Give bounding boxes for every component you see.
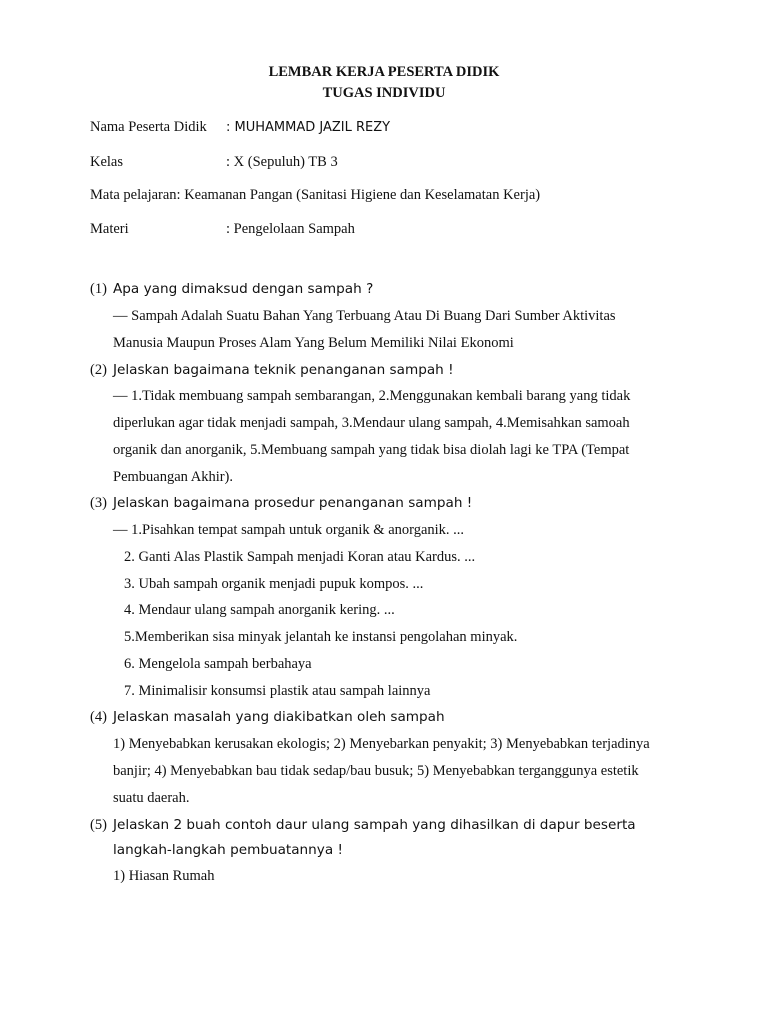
question-number: (5): [90, 817, 107, 833]
kelas-value: : X (Sepuluh) TB 3: [226, 154, 338, 170]
question-text: Jelaskan bagaimana prosedur penanganan sampah !: [113, 495, 473, 511]
answer-step: 2. Ganti Alas Plastik Sampah menjadi Koran atau Kardus. ...: [124, 549, 476, 565]
nama-value: : MUHAMMAD JAZIL REZY: [226, 120, 391, 135]
answer-step: 4. Mendaur ulang sampah anorganik kering. ...: [124, 602, 395, 618]
answer-line: diperlukan agar tidak menjadi sampah, 3.Mendaur ulang sampah, 4.Memisahkan samoah: [113, 415, 630, 431]
question-number: (2): [90, 362, 107, 378]
question-text-continued: langkah-langkah pembuatannya !: [113, 842, 343, 858]
question-number: (4): [90, 709, 107, 725]
answer-line: — 1.Tidak membuang sampah sembarangan, 2.Menggunakan kembali barang yang tidak: [113, 388, 631, 404]
question-text: Apa yang dimaksud dengan sampah ?: [113, 281, 374, 297]
answer-step: 6. Mengelola sampah berbahaya: [124, 656, 312, 672]
answer-step: 5.Memberikan sisa minyak jelantah ke instansi pengolahan minyak.: [124, 629, 518, 645]
question-text: Jelaskan bagaimana teknik penanganan sampah !: [113, 362, 454, 378]
answer-line: — Sampah Adalah Suatu Bahan Yang Terbuang Atau Di Buang Dari Sumber Aktivitas: [113, 308, 616, 324]
answer-line: Pembuangan Akhir).: [113, 469, 234, 485]
info-nama: [90, 119, 390, 136]
question-number: (1): [90, 281, 107, 297]
nama-label: Nama Peserta Didik: [90, 119, 207, 135]
answer-line: — 1.Pisahkan tempat sampah untuk organik & anorganik. ...: [113, 522, 465, 538]
answer-step: 7. Minimalisir konsumsi plastik atau sampah lainnya: [124, 683, 431, 699]
kelas-label: Kelas: [90, 154, 124, 170]
doc-subtitle: TUGAS INDIVIDU: [322, 85, 446, 101]
answer-line: 1) Menyebabkan kerusakan ekologis; 2) Menyebarkan penyakit; 3) Menyebabkan terjadinya: [113, 736, 650, 752]
answer-line: Manusia Maupun Proses Alam Yang Belum Memiliki Nilai Ekonomi: [113, 335, 514, 351]
question-text: Jelaskan masalah yang diakibatkan oleh sampah: [113, 709, 445, 725]
question-text: Jelaskan 2 buah contoh daur ulang sampah yang dihasilkan di dapur beserta: [113, 817, 636, 833]
question-1: [90, 281, 373, 298]
question-2: [90, 362, 454, 379]
question-5: [90, 817, 636, 834]
doc-title: LEMBAR KERJA PESERTA DIDIK: [268, 64, 500, 80]
answer-line: suatu daerah.: [113, 790, 190, 806]
question-3: [90, 495, 472, 512]
answer-line: organik dan anorganik, 5.Membuang sampah yang tidak bisa diolah lagi ke TPA (Tempat: [113, 442, 630, 458]
materi-value: : Pengelolaan Sampah: [226, 221, 355, 237]
info-mapel: Mata pelajaran: Keamanan Pangan (Sanitasi Higiene dan Keselamatan Kerja): [90, 187, 541, 203]
info-kelas: [90, 154, 338, 171]
answer-line: 1) Hiasan Rumah: [113, 868, 215, 884]
question-number: (3): [90, 495, 107, 511]
question-4: [90, 709, 445, 726]
info-materi: [90, 221, 355, 238]
materi-label: Materi: [90, 221, 129, 237]
answer-line: banjir; 4) Menyebabkan bau tidak sedap/bau busuk; 5) Menyebabkan terganggunya estetik: [113, 763, 639, 779]
answer-step: 3. Ubah sampah organik menjadi pupuk kompos. ...: [124, 576, 424, 592]
